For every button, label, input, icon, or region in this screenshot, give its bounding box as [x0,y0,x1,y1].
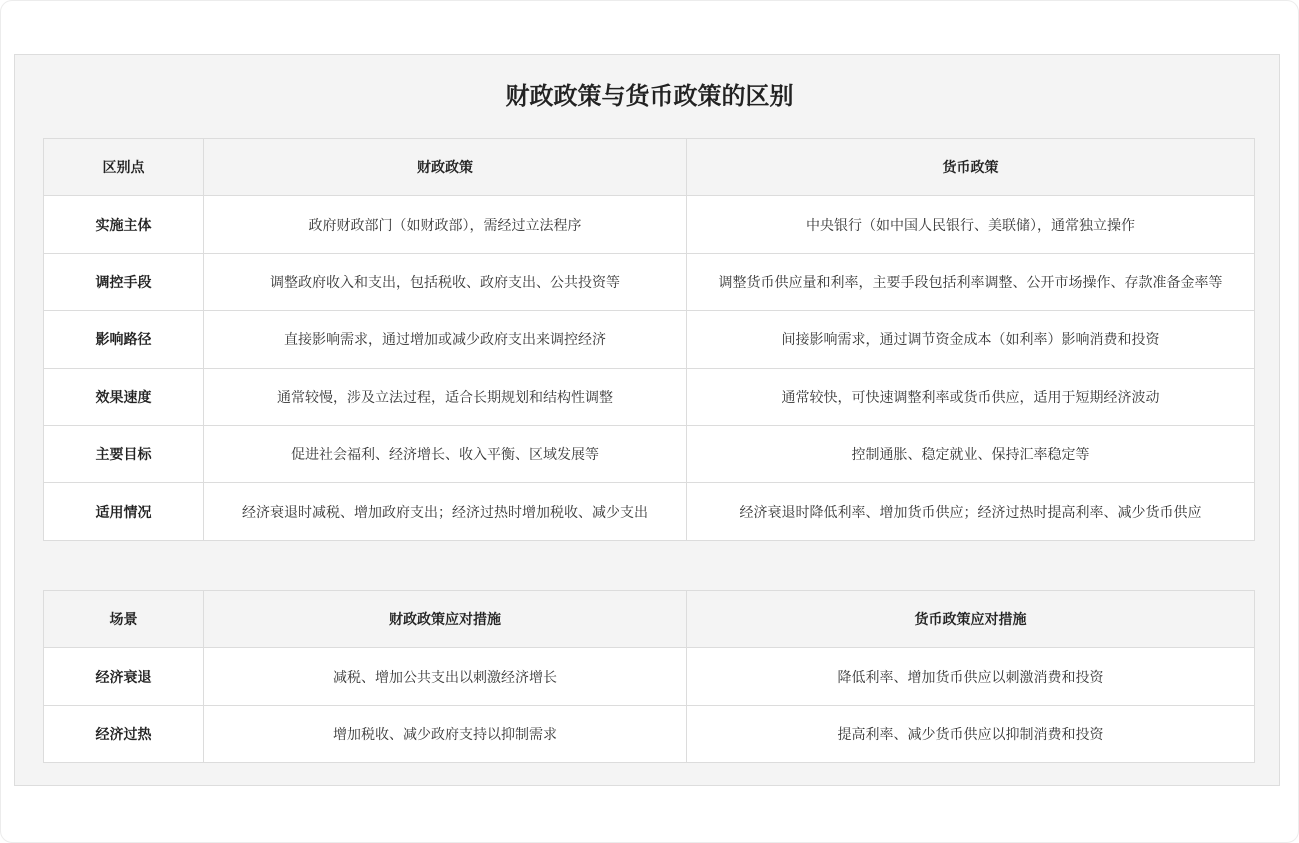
fiscal-cell: 增加税收、减少政府支持以抑制需求 [204,705,687,762]
fiscal-cell: 政府财政部门（如财政部），需经过立法程序 [204,196,687,253]
monetary-cell: 经济衰退时降低利率、增加货币供应；经济过热时提高利率、减少货币供应 [687,483,1255,540]
fiscal-cell: 调整政府收入和支出，包括税收、政府支出、公共投资等 [204,253,687,310]
table-row [44,648,1255,705]
table-header-row [44,139,1255,196]
fiscal-cell: 经济衰退时减税、增加政府支出；经济过热时增加税收、减少支出 [204,483,687,540]
row-label: 经济过热 [44,705,204,762]
page-title: 财政政策与货币政策的区别 [505,82,794,110]
monetary-cell: 通常较快，可快速调整利率或货币供应，适用于短期经济波动 [687,368,1255,425]
row-label: 主要目标 [44,425,204,482]
column-header-scene: 场景 [44,591,204,648]
fiscal-cell: 减税、增加公共支出以刺激经济增长 [204,648,687,705]
row-label: 适用情况 [44,483,204,540]
table-row [44,705,1255,762]
row-label: 效果速度 [44,368,204,425]
fiscal-cell: 促进社会福利、经济增长、收入平衡、区域发展等 [204,425,687,482]
comparison-table [43,138,1255,541]
monetary-cell: 控制通胀、稳定就业、保持汇率稳定等 [687,425,1255,482]
row-label: 影响路径 [44,311,204,368]
row-label: 实施主体 [44,196,204,253]
fiscal-cell: 直接影响需求，通过增加或减少政府支出来调控经济 [204,311,687,368]
row-label: 经济衰退 [44,648,204,705]
scenario-table [43,590,1255,763]
monetary-cell: 调整货币供应量和利率，主要手段包括利率调整、公开市场操作、存款准备金率等 [687,253,1255,310]
table-row [44,425,1255,482]
column-header-monetary: 货币政策 [687,139,1255,196]
monetary-cell: 降低利率、增加货币供应以刺激消费和投资 [687,648,1255,705]
fiscal-cell: 通常较慢，涉及立法过程，适合长期规划和结构性调整 [204,368,687,425]
table-row [44,368,1255,425]
table-row [44,196,1255,253]
column-header-fiscal: 财政政策 [204,139,687,196]
monetary-cell: 中央银行（如中国人民银行、美联储），通常独立操作 [687,196,1255,253]
table-row [44,483,1255,540]
row-label: 调控手段 [44,253,204,310]
table-row [44,253,1255,310]
table-header-row [44,591,1255,648]
column-header-monetary-measures: 货币政策应对措施 [687,591,1255,648]
monetary-cell: 间接影响需求，通过调节资金成本（如利率）影响消费和投资 [687,311,1255,368]
table-row [44,311,1255,368]
monetary-cell: 提高利率、减少货币供应以抑制消费和投资 [687,705,1255,762]
column-header-point: 区别点 [44,139,204,196]
column-header-fiscal-measures: 财政政策应对措施 [204,591,687,648]
